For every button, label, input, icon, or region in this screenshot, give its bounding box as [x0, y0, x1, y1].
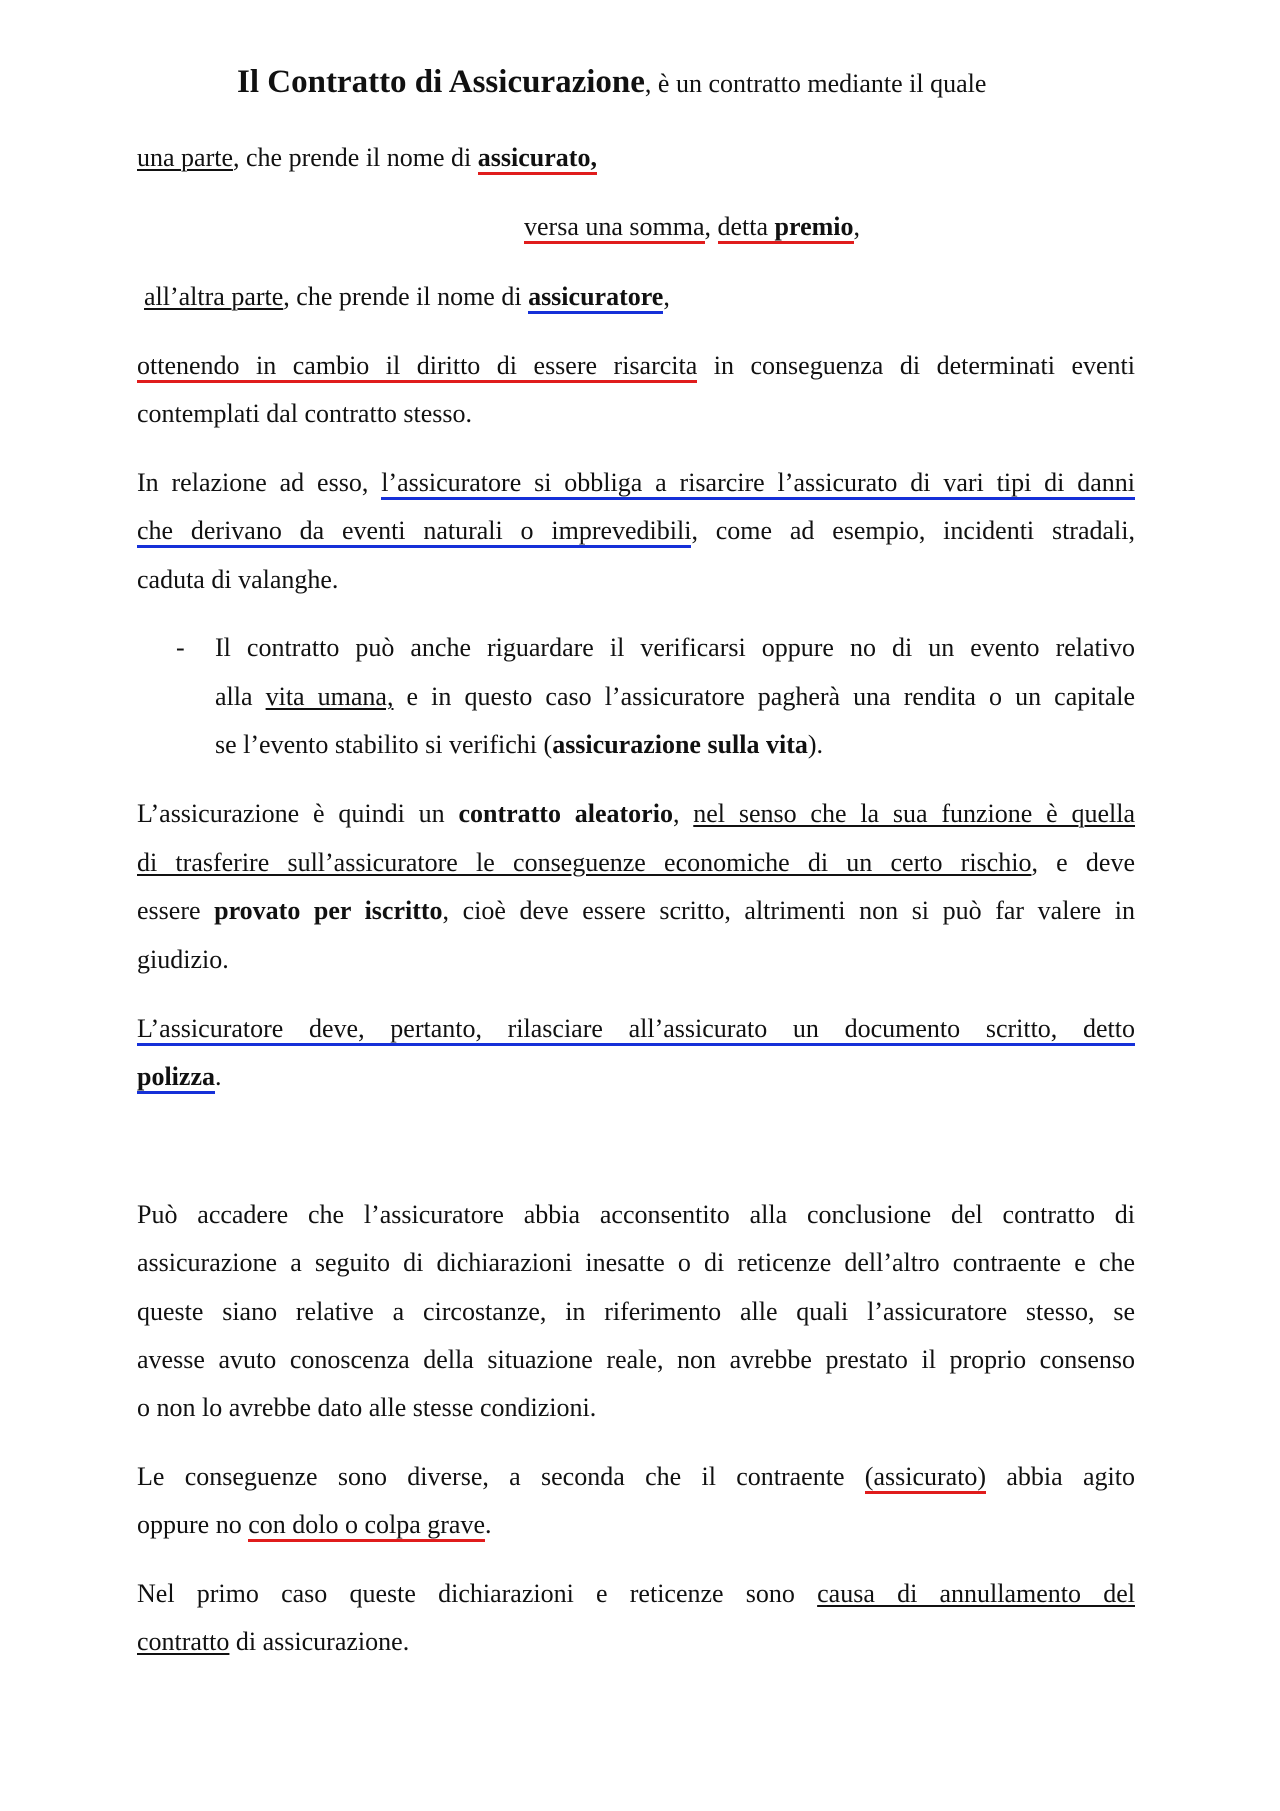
bullet-line	[215, 681, 1135, 713]
underlined-text: contratto	[137, 1627, 230, 1656]
paragraph-line	[137, 895, 1135, 927]
text: caduta di valanghe.	[137, 565, 339, 594]
underlined-text: vita umana,	[265, 682, 394, 711]
text: queste siano relative a circostanze, in riferimento alle quali l’assicuratore stesso, se	[137, 1297, 1135, 1326]
text: In relazione ad esso,	[137, 468, 382, 497]
text: assicurazione a seguito di dichiarazioni inesatte o di reticenze dell’altro contraente e che	[137, 1248, 1135, 1277]
text: e in questo caso l’assicuratore pagherà una rendita o un capitale	[393, 682, 1135, 711]
term-assicuratore: assicuratore	[528, 282, 663, 314]
paragraph-line	[137, 1344, 1135, 1376]
underlined-text: L’assicuratore deve, pertanto, rilasciare all’assicurato un documento scritto, detto	[137, 1014, 1135, 1046]
text: ).	[807, 730, 824, 759]
text: abbia agito	[986, 1462, 1135, 1491]
text: Il contratto può anche riguardare il verificarsi oppure no di un evento relativo	[215, 633, 1135, 662]
underlined-text: nel senso che la sua funzione è quella	[693, 799, 1136, 828]
line-versa	[524, 211, 860, 243]
paragraph-line	[137, 1199, 1135, 1231]
text: L’assicurazione è quindi un	[137, 799, 459, 828]
underlined-text: (assicurato)	[865, 1462, 986, 1494]
term-polizza: polizza	[137, 1062, 215, 1094]
text: ,	[853, 212, 860, 241]
underlined-text: all’altra parte	[144, 282, 284, 311]
paragraph-line	[137, 1247, 1135, 1279]
text: alla	[215, 682, 266, 711]
text: , cioè deve essere scritto, altrimenti non si può far valere in	[442, 896, 1136, 925]
title-line	[237, 66, 986, 100]
text: o non lo avrebbe dato alle stesse condizioni.	[137, 1393, 597, 1422]
bullet-line	[215, 632, 1135, 664]
text: , come ad esempio, incidenti stradali,	[691, 516, 1135, 545]
paragraph-line	[137, 1061, 222, 1093]
bold-text: assicurazione sulla vita	[552, 730, 808, 759]
bold-text: contratto aleatorio	[458, 799, 673, 828]
bold-text: provato per iscritto	[214, 896, 443, 925]
paragraph-line	[137, 1296, 1135, 1328]
bullet-dash: -	[176, 633, 185, 662]
paragraph-line	[137, 944, 229, 976]
text: , che prende il nome di	[233, 143, 478, 172]
text: ,	[672, 799, 694, 828]
paragraph-line	[137, 847, 1135, 879]
text: Le conseguenze sono diverse, a seconda che il contraente	[137, 1462, 865, 1491]
text: .	[485, 1510, 492, 1539]
paragraph-line	[137, 798, 1135, 830]
text: , e deve	[1031, 848, 1135, 877]
bullet-line	[215, 729, 823, 761]
line-altra-parte	[144, 281, 670, 313]
text: oppure no	[137, 1510, 249, 1539]
title-rest: , è un contratto mediante il quale	[644, 69, 987, 98]
underlined-text: versa una somma	[524, 212, 705, 244]
text: Può accadere che l’assicuratore abbia acconsentito alla conclusione del contratto di	[137, 1200, 1135, 1229]
text: ,	[704, 212, 718, 241]
paragraph-line	[137, 1626, 409, 1658]
underlined-text: con dolo o colpa grave	[248, 1510, 485, 1542]
underlined-text: l’assicuratore si obbliga a risarcire l’assicurato di vari tipi di danni	[381, 468, 1135, 500]
paragraph-line	[137, 1013, 1135, 1045]
paragraph-line	[137, 1392, 596, 1424]
text: contemplati dal contratto stesso.	[137, 399, 473, 428]
paragraph-line	[137, 467, 1135, 499]
underlined-text: detta	[718, 212, 775, 244]
term-premio: premio	[775, 212, 854, 244]
text: giudizio.	[137, 945, 229, 974]
line-una-parte	[137, 142, 597, 174]
text: essere	[137, 896, 215, 925]
paragraph-line	[137, 1461, 1135, 1493]
text: Nel primo caso queste dichiarazioni e reticenze sono	[137, 1579, 818, 1608]
paragraph-line	[137, 1509, 492, 1541]
text: se l’evento stabilito si verifichi (	[215, 730, 553, 759]
paragraph-line	[137, 515, 1135, 547]
underlined-text: ottenendo in cambio il diritto di essere risarcita	[137, 351, 697, 383]
underlined-text: che derivano da eventi naturali o imprevedibili	[137, 516, 691, 548]
underlined-text: una parte	[137, 143, 234, 172]
paragraph-line	[137, 398, 472, 430]
underlined-text: di trasferire sull’assicuratore le conseguenze economiche di un certo rischio	[137, 848, 1032, 877]
term-assicurato: assicurato,	[478, 143, 597, 175]
paragraph-line	[137, 1578, 1135, 1610]
text: , che prende il nome di	[283, 282, 529, 311]
paragraph-line	[137, 564, 338, 596]
text: ,	[663, 282, 670, 311]
text: di assicurazione.	[229, 1627, 410, 1656]
text: .	[215, 1062, 222, 1091]
text: avesse avuto conoscenza della situazione reale, non avrebbe prestato il proprio consenso	[137, 1345, 1135, 1374]
underlined-text: causa di annullamento del	[817, 1579, 1135, 1608]
paragraph-line	[137, 350, 1135, 382]
text: in conseguenza di determinati eventi	[697, 351, 1135, 380]
title-bold: Il Contratto di Assicurazione	[237, 64, 645, 100]
